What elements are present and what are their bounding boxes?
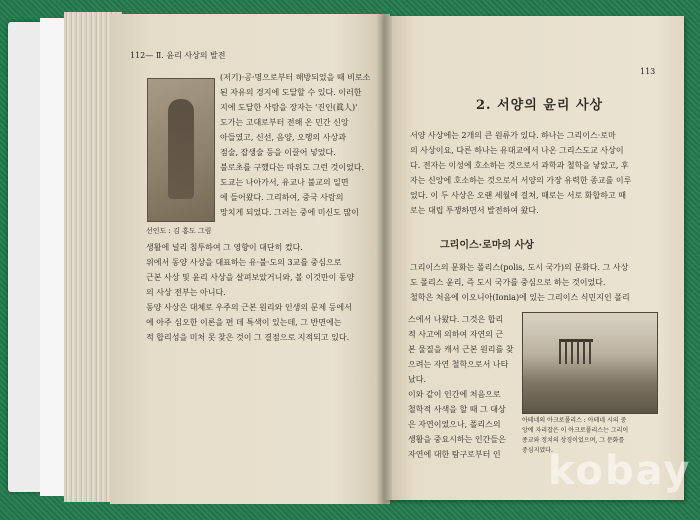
text-line: 자연에 대한 탐구로부터 인 xyxy=(408,450,501,459)
text-line: 적 사고에 의하여 자연의 근 xyxy=(408,330,504,339)
text-line: 도교는 나아가서, 유교나 불교의 일면 xyxy=(220,178,349,187)
left-page-header: 112— Ⅱ. 윤리 사상의 발전 xyxy=(130,51,226,60)
text-line: 서양 사상에는 2개의 큰 원류가 있다. 하나는 그리이스·로마 xyxy=(410,131,616,140)
text-line: 의 사상이요, 다른 하나는 유대교에서 나온 그리스도교 사상이 xyxy=(410,146,624,155)
text-line: 적 합리성을 미처 못 찾은 것이 그 결점으로 지적되고 있다. xyxy=(146,333,350,342)
text-line: 아들였고, 신선, 음양, 오행의 사상과 xyxy=(220,133,346,142)
text-line: 의 사상 전부는 아니다. xyxy=(146,288,226,297)
text-line: 났다. xyxy=(408,375,426,384)
text-line: 생활을 중요시하는 인간들은 xyxy=(408,435,506,444)
left-text-full-width xyxy=(146,240,354,345)
text-line: 위에서 동양 사상을 대표하는 유·불·도의 3교를 중심으로 xyxy=(146,258,342,267)
text-line: 도 폴리스 윤리, 즉 도시 국가를 중심으로 하는 것이었다. xyxy=(410,278,606,287)
text-line: 근본 사상 및 윤리 사상을 살펴보았거니와, 볼 이것만이 동양 xyxy=(146,273,355,282)
text-line: 동양 사상은 대체로 우주의 근본 원리와 인생의 문제 등에서 xyxy=(146,303,352,312)
text-line: 불로초를 구했다는 따위도 그런 것이었다. xyxy=(220,163,365,172)
illustration-caption: 선인도 : 김 홍도 그림 xyxy=(146,227,212,235)
text-line: 이와 같이 인간에 처음으로 xyxy=(408,390,501,399)
text-line: 에 아주 심오한 이론을 편 데 특색이 있는데, 그 반면에는 xyxy=(146,318,342,327)
left-text-beside-illustration xyxy=(220,70,370,220)
text-line: 철학은 처음에 이오니아(Ionia)에 있는 그리이스 식민지인 폴리 xyxy=(410,293,630,302)
text-line: 에 들어왔다. 그리하여, 중국 사람의 xyxy=(220,193,344,202)
caption-line: 종교와 정치의 상징이었으며, 그 문화를 xyxy=(522,437,625,444)
section-title: 2. 서양의 윤리 사상 xyxy=(476,98,604,113)
text-line: (저기)·공·명으로부터 해방되었을 때 비로소 xyxy=(220,73,371,82)
sage-painting-illustration xyxy=(147,78,215,222)
caption-line: 앙에 자리잡은 이 아크로폴리스는 그리이 xyxy=(522,427,629,434)
text-line: 도가는 고대로부터 전해 온 민간 신앙 xyxy=(220,118,349,127)
watermark-logo: kobay xyxy=(548,448,692,494)
text-line: 지에 도달한 사람을 장자는 '진인(眞人)' xyxy=(220,103,358,112)
text-line: 본 물질을 캐서 근본 원리를 찾 xyxy=(408,345,514,354)
parthenon-temple xyxy=(559,339,593,364)
subsection-title: 그리이스·로마의 사상 xyxy=(440,240,534,251)
text-line: 된 자유의 경지에 도달할 수 있다. 이러한 xyxy=(220,88,362,97)
text-line: 생활에 널리 침투하여 그 영향이 대단히 컸다. xyxy=(146,243,303,252)
text-line: 다. 전자는 이성에 호소하는 것으로서 과학과 철학을 낳았고, 후 xyxy=(410,161,629,170)
text-line: 로는 대립 투쟁하면서 발전하여 왔다. xyxy=(410,206,539,215)
acropolis-photo xyxy=(522,312,658,414)
caption-line: 아테네의 아크로폴리스 : 아테네 시의 중 xyxy=(522,417,627,424)
text-line: 점술, 잡생술 등을 이끌어 넣었다. xyxy=(220,148,336,157)
right-intro-text xyxy=(410,128,631,218)
text-line: 스에서 나왔다. 그것은 합리 xyxy=(408,315,504,324)
caption-line: 중심지였다. xyxy=(522,447,553,454)
text-line: 으려는 자연 철학으로서 나타 xyxy=(408,360,509,369)
book-gutter xyxy=(376,14,392,504)
text-line: 그리이스의 문화는 폴리스(polis, 도시 국가)의 문화다. 그 사상 xyxy=(410,263,629,272)
sage-figure xyxy=(168,99,194,199)
text-line: 망치게 되었다. 그러는 중에 미신도 많이 xyxy=(220,208,359,217)
right-text-beside-photo xyxy=(408,312,513,462)
right-page-number: 113 xyxy=(640,67,656,76)
text-line: 자는 신앙에 호소하는 것으로서 서양의 가장 유력한 종교를 이루 xyxy=(410,176,632,185)
right-mid-text xyxy=(410,260,630,305)
text-line: 철학적 사색을 할 때 그 대상 xyxy=(408,405,506,414)
text-line: 은 자연이었으나, 폴리스의 xyxy=(408,420,501,429)
text-line: 었다. 이 두 사상은 오랜 세월에 걸쳐, 때로는 서로 화합하고 때 xyxy=(410,191,626,200)
